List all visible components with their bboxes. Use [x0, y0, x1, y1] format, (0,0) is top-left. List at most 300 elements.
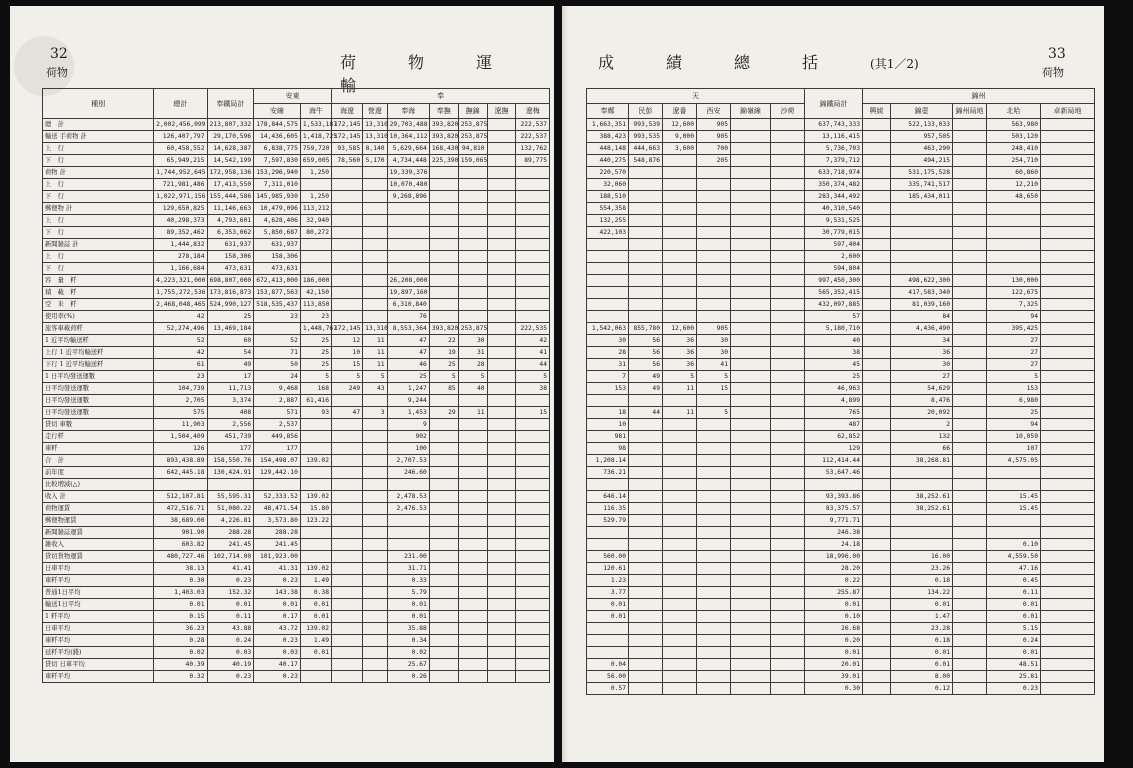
- table-cell: [429, 431, 458, 443]
- table-cell: 4,899: [805, 395, 863, 407]
- table-cell: 1,418,725: [300, 131, 331, 143]
- table-cell: [771, 479, 805, 491]
- table-row: [43, 575, 550, 587]
- table-cell: 123.22: [300, 515, 331, 527]
- table-cell: 47: [387, 347, 429, 359]
- table-cell: [771, 515, 805, 527]
- table-cell: [771, 635, 805, 647]
- row-label: 荷物運賃: [43, 503, 154, 515]
- table-cell: 60,860: [987, 167, 1041, 179]
- table-cell: [953, 527, 987, 539]
- table-cell: [332, 659, 363, 671]
- table-cell: [429, 179, 458, 191]
- table-cell: 20,092: [891, 407, 953, 419]
- table-cell: [953, 383, 987, 395]
- table-cell: [429, 647, 458, 659]
- table-cell: [1041, 539, 1095, 551]
- table-cell: 0.01: [891, 647, 953, 659]
- table-cell: [953, 635, 987, 647]
- table-cell: 417,583,340: [891, 287, 953, 299]
- table-cell: [697, 527, 731, 539]
- table-cell: [332, 395, 363, 407]
- table-cell: 93: [300, 407, 331, 419]
- table-cell: [731, 191, 771, 203]
- table-cell: [487, 623, 516, 635]
- table-cell: [332, 443, 363, 455]
- table-cell: [516, 227, 550, 239]
- header-col: 民彭: [629, 104, 663, 119]
- table-cell: [731, 239, 771, 251]
- table-cell: [1041, 491, 1095, 503]
- table-cell: [663, 551, 697, 563]
- table-cell: [731, 407, 771, 419]
- table-row: [43, 587, 550, 599]
- table-cell: [1041, 167, 1095, 179]
- table-cell: [332, 311, 363, 323]
- table-row: [587, 299, 1095, 311]
- table-cell: 41.31: [254, 563, 301, 575]
- table-cell: 3,374: [207, 395, 254, 407]
- table-cell: [332, 191, 363, 203]
- table-row: [587, 527, 1095, 539]
- table-cell: [458, 503, 487, 515]
- table-cell: 172,958,136: [207, 167, 254, 179]
- table-cell: 0.38: [300, 587, 331, 599]
- table-row: [43, 407, 550, 419]
- table-cell: [731, 119, 771, 131]
- table-cell: 139.02: [300, 491, 331, 503]
- table-cell: 597,404: [805, 239, 863, 251]
- table-cell: [458, 167, 487, 179]
- table-cell: [891, 227, 953, 239]
- table-cell: [363, 515, 387, 527]
- table-cell: [663, 671, 697, 683]
- table-cell: [332, 587, 363, 599]
- table-cell: [697, 491, 731, 503]
- table-cell: 30,779,015: [805, 227, 863, 239]
- table-row: [43, 527, 550, 539]
- table-row: [43, 659, 550, 671]
- table-cell: [1041, 575, 1095, 587]
- table-cell: [953, 287, 987, 299]
- table-cell: [629, 251, 663, 263]
- table-cell: [953, 563, 987, 575]
- table-cell: [663, 623, 697, 635]
- table-cell: 25: [300, 359, 331, 371]
- table-cell: 225,390: [429, 155, 458, 167]
- table-cell: [771, 683, 805, 695]
- table-cell: 0.22: [805, 575, 863, 587]
- row-label: 上 行: [43, 251, 154, 263]
- table-cell: 38: [516, 383, 550, 395]
- table-cell: [731, 347, 771, 359]
- table-cell: [697, 515, 731, 527]
- header-col: 奉鄭: [587, 104, 629, 119]
- table-cell: [731, 395, 771, 407]
- table-cell: [363, 431, 387, 443]
- table-cell: 3,600: [663, 143, 697, 155]
- table-cell: [731, 527, 771, 539]
- row-label: 空 米 粁: [43, 299, 154, 311]
- table-cell: 84: [891, 311, 953, 323]
- table-cell: [1041, 227, 1095, 239]
- table-cell: 155,444,586: [207, 191, 254, 203]
- table-cell: 98: [587, 443, 629, 455]
- table-cell: 13,116,415: [805, 131, 863, 143]
- table-cell: 5: [697, 407, 731, 419]
- table-cell: 186,000: [300, 275, 331, 287]
- table-cell: 222,537: [516, 131, 550, 143]
- table-cell: 15.80: [300, 503, 331, 515]
- table-cell: 0.18: [891, 635, 953, 647]
- table-cell: [731, 503, 771, 515]
- table-cell: [332, 299, 363, 311]
- table-cell: 4,734,448: [387, 155, 429, 167]
- header-group-andong: 安東: [254, 89, 332, 104]
- table-cell: 1,444,832: [154, 239, 207, 251]
- row-label: 1 粁平均: [43, 611, 154, 623]
- table-cell: [300, 539, 331, 551]
- table-cell: [663, 239, 697, 251]
- table-cell: [629, 611, 663, 623]
- table-cell: [771, 239, 805, 251]
- table-cell: [731, 311, 771, 323]
- page-gutter: [562, 6, 568, 762]
- header-col: 遼番: [663, 104, 697, 119]
- row-label: 上 行: [43, 143, 154, 155]
- table-cell: [697, 443, 731, 455]
- page-category: 荷物: [46, 66, 68, 79]
- table-cell: [487, 647, 516, 659]
- header-col: 卓新局地: [1041, 104, 1095, 119]
- table-cell: [771, 443, 805, 455]
- table-cell: [1041, 359, 1095, 371]
- table-cell: [487, 215, 516, 227]
- row-label: 合 計: [43, 455, 154, 467]
- table-cell: [697, 467, 731, 479]
- header-group-jinzhou: 錦州: [863, 89, 1095, 104]
- table-cell: [771, 551, 805, 563]
- table-cell: [987, 479, 1041, 491]
- table-cell: [863, 155, 891, 167]
- table-row: [587, 659, 1095, 671]
- table-cell: [731, 215, 771, 227]
- table-row: [587, 551, 1095, 563]
- table-cell: [629, 551, 663, 563]
- table-cell: 0.01: [587, 611, 629, 623]
- table-cell: [458, 275, 487, 287]
- table-cell: 53,647.46: [805, 467, 863, 479]
- table-row: [587, 347, 1095, 359]
- table-cell: 0.11: [207, 611, 254, 623]
- table-cell: 120.61: [587, 563, 629, 575]
- table-cell: [731, 539, 771, 551]
- table-cell: [731, 683, 771, 695]
- table-cell: [663, 503, 697, 515]
- table-cell: 11,713: [207, 383, 254, 395]
- table-row: [43, 275, 550, 287]
- table-cell: 132,762: [516, 143, 550, 155]
- table-cell: 10,364,112: [387, 131, 429, 143]
- table-cell: [731, 671, 771, 683]
- table-cell: 15: [332, 359, 363, 371]
- table-cell: [332, 479, 363, 491]
- table-cell: 10: [332, 347, 363, 359]
- table-cell: [697, 587, 731, 599]
- table-cell: 0.15: [154, 611, 207, 623]
- table-cell: [516, 551, 550, 563]
- table-cell: [458, 215, 487, 227]
- table-cell: 93,585: [332, 143, 363, 155]
- table-cell: 0.01: [587, 599, 629, 611]
- table-cell: [363, 179, 387, 191]
- table-cell: 57: [805, 311, 863, 323]
- table-cell: [953, 623, 987, 635]
- table-cell: 855,780: [629, 323, 663, 335]
- table-cell: [487, 131, 516, 143]
- table-cell: 14,542,199: [207, 155, 254, 167]
- table-cell: [363, 611, 387, 623]
- table-cell: 11: [363, 359, 387, 371]
- table-cell: [953, 179, 987, 191]
- table-cell: 8.00: [891, 671, 953, 683]
- table-cell: 2,478.53: [387, 491, 429, 503]
- table-cell: 254,710: [987, 155, 1041, 167]
- table-cell: [863, 647, 891, 659]
- table-cell: 30: [458, 335, 487, 347]
- table-cell: 5,736,703: [805, 143, 863, 155]
- table-cell: 518,535,437: [254, 299, 301, 311]
- table-cell: [332, 671, 363, 683]
- table-cell: 5: [429, 371, 458, 383]
- table-cell: [863, 623, 891, 635]
- table-cell: [429, 227, 458, 239]
- table-cell: [487, 251, 516, 263]
- table-cell: 205: [697, 155, 731, 167]
- table-cell: 49: [629, 383, 663, 395]
- table-row: [587, 431, 1095, 443]
- table-cell: [953, 311, 987, 323]
- table-cell: [731, 479, 771, 491]
- table-cell: [663, 179, 697, 191]
- header-col: 北哈: [987, 104, 1041, 119]
- table-cell: [487, 143, 516, 155]
- table-cell: [629, 503, 663, 515]
- table-cell: [771, 251, 805, 263]
- table-cell: [771, 623, 805, 635]
- table-row: [587, 383, 1095, 395]
- table-cell: [332, 647, 363, 659]
- table-row: [587, 359, 1095, 371]
- table-cell: [387, 539, 429, 551]
- table-cell: 571: [254, 407, 301, 419]
- table-cell: 15.45: [987, 491, 1041, 503]
- table-cell: 1,453: [387, 407, 429, 419]
- table-cell: 736.21: [587, 467, 629, 479]
- table-cell: 0.10: [987, 539, 1041, 551]
- table-cell: [363, 299, 387, 311]
- table-cell: [363, 167, 387, 179]
- table-cell: [458, 395, 487, 407]
- row-label: 上行 1 近平均輸送粁: [43, 347, 154, 359]
- header-col: 遼梅: [516, 104, 550, 119]
- table-cell: 38,268.81: [891, 455, 953, 467]
- table-row: [587, 623, 1095, 635]
- table-cell: [332, 551, 363, 563]
- row-label: 總 計: [43, 119, 154, 131]
- table-cell: 0.02: [387, 647, 429, 659]
- table-cell: 0.02: [154, 647, 207, 659]
- table-cell: [516, 503, 550, 515]
- table-cell: 0.01: [207, 599, 254, 611]
- table-cell: [516, 443, 550, 455]
- table-row: [43, 251, 550, 263]
- table-row: [587, 251, 1095, 263]
- row-label: 輸送 手荷物 計: [43, 131, 154, 143]
- table-cell: [771, 455, 805, 467]
- table-cell: [863, 215, 891, 227]
- table-cell: [663, 203, 697, 215]
- table-cell: 19,339,376: [387, 167, 429, 179]
- table-row: [43, 119, 550, 131]
- table-row: [43, 203, 550, 215]
- table-cell: 472,516.71: [154, 503, 207, 515]
- header-railway-total: 奉鐵局計: [207, 89, 254, 119]
- table-row: [587, 143, 1095, 155]
- table-row: [43, 227, 550, 239]
- table-cell: [429, 599, 458, 611]
- table-cell: 23.26: [891, 563, 953, 575]
- table-cell: 0.30: [154, 575, 207, 587]
- table-cell: [731, 359, 771, 371]
- table-cell: [731, 599, 771, 611]
- table-cell: [516, 191, 550, 203]
- table-cell: [587, 251, 629, 263]
- table-cell: [429, 287, 458, 299]
- table-cell: [487, 539, 516, 551]
- table-cell: [771, 383, 805, 395]
- table-cell: [629, 671, 663, 683]
- table-cell: [771, 407, 805, 419]
- table-cell: [771, 431, 805, 443]
- table-cell: 9,000: [663, 131, 697, 143]
- table-cell: [953, 431, 987, 443]
- table-cell: [663, 647, 697, 659]
- table-cell: [429, 251, 458, 263]
- table-cell: [300, 251, 331, 263]
- table-cell: [771, 419, 805, 431]
- table-cell: 11: [663, 383, 697, 395]
- table-row: [587, 419, 1095, 431]
- table-cell: 3,573.80: [254, 515, 301, 527]
- table-row: [43, 131, 550, 143]
- table-cell: 1,208.14: [587, 455, 629, 467]
- table-cell: 0.30: [805, 683, 863, 695]
- table-cell: [697, 539, 731, 551]
- table-cell: 25.81: [987, 671, 1041, 683]
- table-cell: 76: [387, 311, 429, 323]
- table-cell: [663, 611, 697, 623]
- table-cell: 38,689.00: [154, 515, 207, 527]
- table-cell: [771, 395, 805, 407]
- table-cell: [629, 311, 663, 323]
- table-cell: 0.01: [805, 599, 863, 611]
- table-cell: [458, 251, 487, 263]
- table-cell: 139.02: [300, 455, 331, 467]
- table-row: [587, 455, 1095, 467]
- table-cell: [731, 623, 771, 635]
- table-cell: 222,537: [516, 119, 550, 131]
- table-cell: 23: [254, 311, 301, 323]
- table-row: [43, 359, 550, 371]
- table-cell: [731, 587, 771, 599]
- table-cell: [663, 251, 697, 263]
- table-cell: [863, 491, 891, 503]
- table-cell: 432,097,885: [805, 299, 863, 311]
- table-cell: 1.49: [300, 575, 331, 587]
- table-cell: [629, 179, 663, 191]
- table-cell: 0.01: [387, 611, 429, 623]
- table-cell: [863, 371, 891, 383]
- table-cell: 25: [300, 347, 331, 359]
- table-cell: [771, 143, 805, 155]
- table-cell: [731, 659, 771, 671]
- table-cell: [863, 395, 891, 407]
- table-cell: [1041, 551, 1095, 563]
- table-cell: [663, 599, 697, 611]
- table-cell: 80,272: [300, 227, 331, 239]
- header-col: 安線: [254, 104, 301, 119]
- table-cell: [663, 227, 697, 239]
- table-cell: [300, 263, 331, 275]
- table-row: [587, 311, 1095, 323]
- table-cell: [863, 335, 891, 347]
- title-text: 成績總括: [598, 53, 871, 72]
- table-cell: [300, 443, 331, 455]
- table-cell: [387, 227, 429, 239]
- table-cell: [487, 563, 516, 575]
- table-cell: 32,940: [300, 215, 331, 227]
- table-cell: [363, 287, 387, 299]
- table-cell: [863, 671, 891, 683]
- table-row: [43, 383, 550, 395]
- table-cell: [1041, 287, 1095, 299]
- table-row: [43, 167, 550, 179]
- table-cell: [663, 191, 697, 203]
- table-cell: [771, 371, 805, 383]
- table-cell: 440,275: [587, 155, 629, 167]
- table-cell: [458, 575, 487, 587]
- table-cell: [771, 299, 805, 311]
- table-cell: [458, 647, 487, 659]
- table-cell: 143.38: [254, 587, 301, 599]
- table-row: [43, 419, 550, 431]
- table-cell: [487, 671, 516, 683]
- table-cell: [731, 203, 771, 215]
- table-cell: [1041, 671, 1095, 683]
- table-cell: 139.02: [300, 623, 331, 635]
- table-cell: [953, 203, 987, 215]
- table-cell: [863, 191, 891, 203]
- table-cell: 1,403.03: [154, 587, 207, 599]
- table-cell: 7,325: [987, 299, 1041, 311]
- table-cell: [363, 563, 387, 575]
- table-cell: 153,296,940: [254, 167, 301, 179]
- table-cell: [458, 563, 487, 575]
- table-cell: [863, 479, 891, 491]
- table-cell: 10,059: [987, 431, 1041, 443]
- table-row: [587, 515, 1095, 527]
